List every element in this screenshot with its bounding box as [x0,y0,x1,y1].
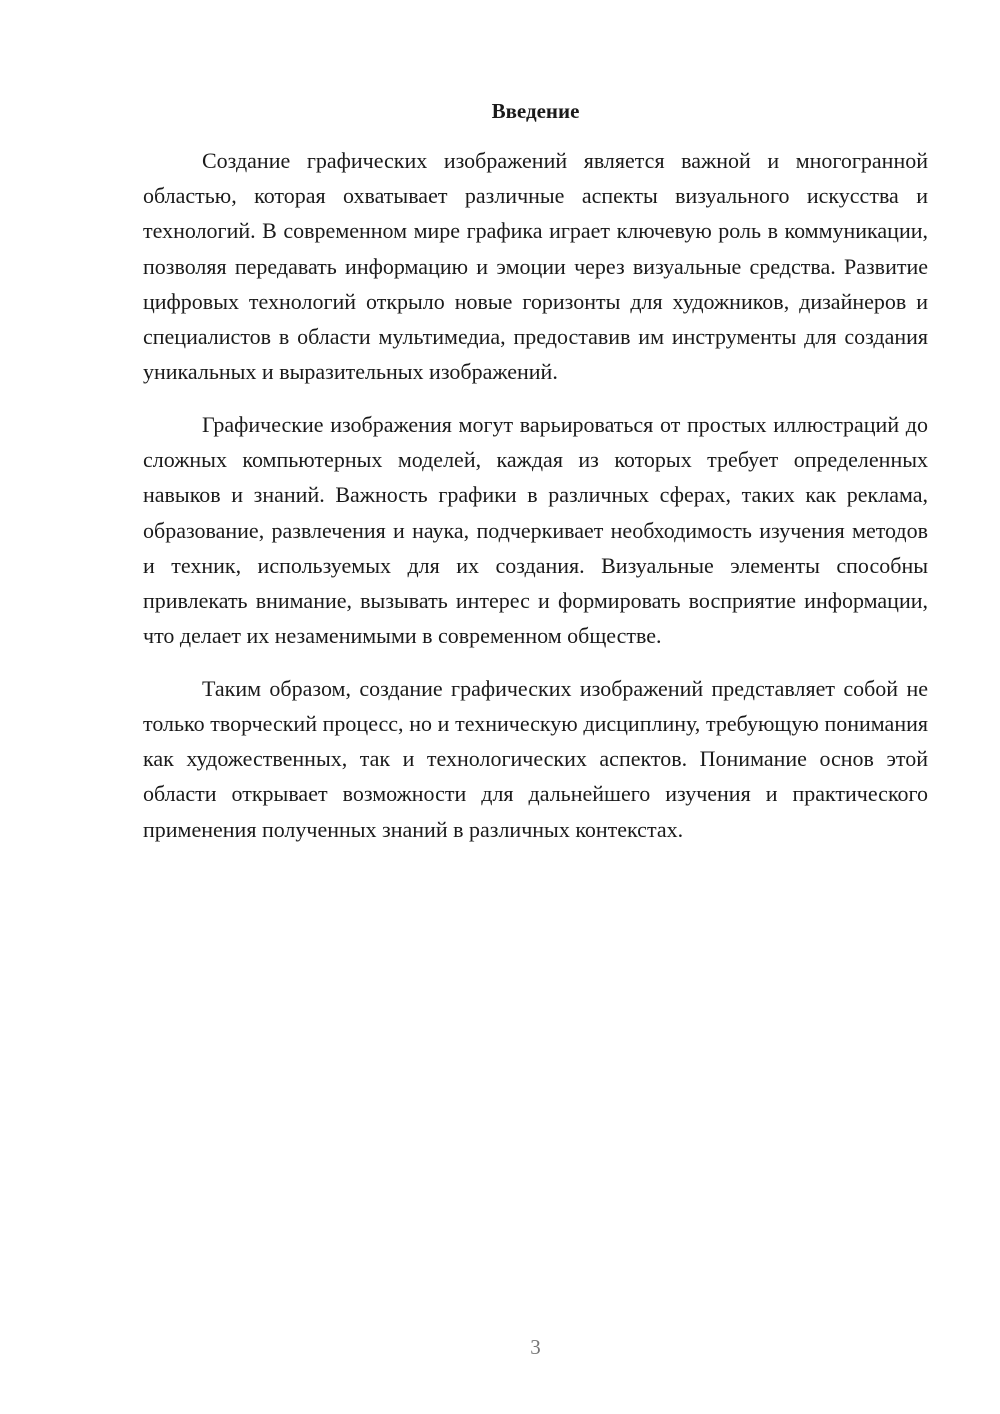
paragraph-1: Создание графических изображений является важной и многогранной областью, которая охватывает различные аспекты визуального искусства и технологий. В современном мире графика играет ключевую роль в коммуникации, позволяя передавать информацию и эмоции через визуальные средства. Развитие цифровых технологий открыло новые горизонты для художников, дизайнеров и специалистов в области мультимедиа, предоставив им инструменты для создания уникальных и выразительных изображений. [143,148,928,385]
section-heading: Введение [491,99,580,123]
paragraph-3: Таким образом, создание графических изображений представляет собой не только творческий процесс, но и техническую дисциплину, требующую понимания как художественных, так и технологических аспектов. Понимание основ этой области открывает возможности для дальнейшего изучения и практического применения полученных знаний в различных контекстах. [143,675,928,842]
paragraph-2: Графические изображения могут варьироваться от простых иллюстраций до сложных компьютерных моделей, каждая из которых требует определенных навыков и знаний. Важность графики в различных сферах, таких как реклама, образование, развлечения и наука, подчеркивает необходимость изучения методов и техник, используемых для их создания. Визуальные элементы способны привлекать внимание, вызывать интерес и формировать восприятие информации, что делает их незаменимыми в современном обществе. [143,411,928,649]
page-number: 3 [530,1335,541,1359]
body-text [143,143,928,864]
